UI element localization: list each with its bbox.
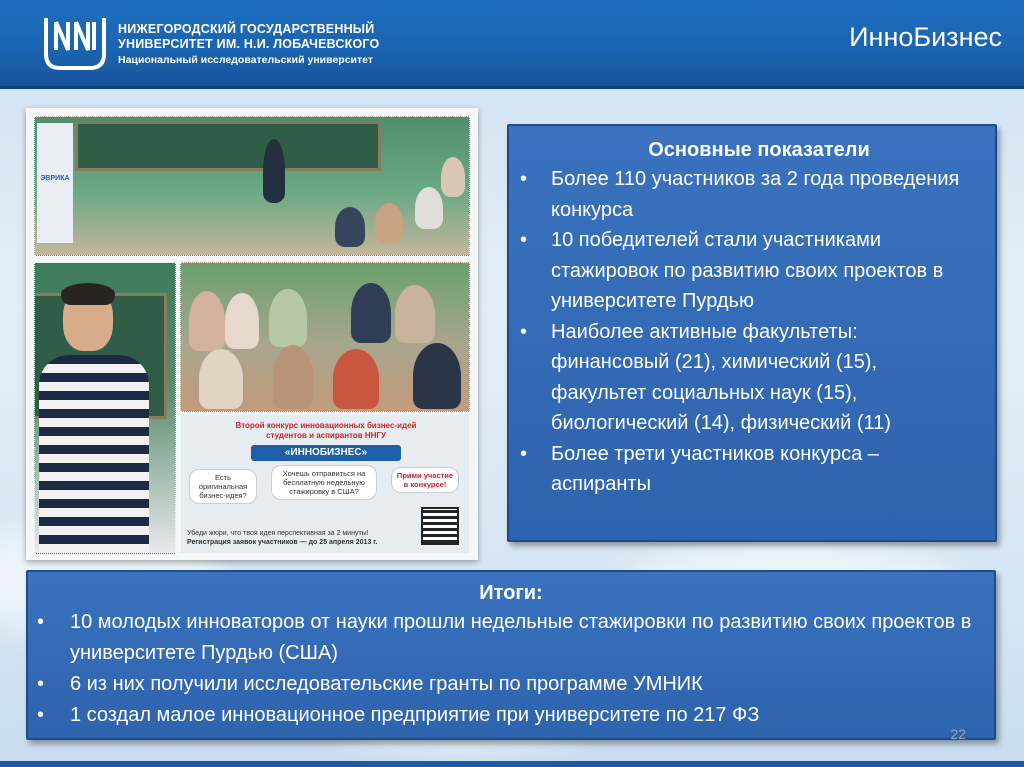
audience-figure bbox=[199, 349, 243, 409]
list-item: • Более 110 участников за 2 года проведения конкурса bbox=[551, 164, 977, 225]
poster-headline: Второй конкурс инновационных бизнес-идей студентов и аспирантов ННГУ bbox=[235, 421, 417, 440]
university-name bbox=[118, 22, 379, 67]
eureka-banner-text: ЭВРИКА bbox=[40, 175, 70, 182]
audience-figure bbox=[273, 345, 313, 409]
photo-presenter bbox=[34, 262, 176, 554]
poster-footer-line1: Убеди жюри, что твоя идея перспективная за 2 минуты! bbox=[187, 530, 369, 537]
summary-list bbox=[28, 605, 994, 731]
photo-collage bbox=[26, 108, 478, 560]
slide-title: ИнноБизнес bbox=[849, 22, 1002, 52]
summary-box bbox=[26, 570, 996, 740]
poster-bubble: Хочешь отправиться на бесплатную недельную стажировку в США? bbox=[271, 465, 377, 500]
poster-bubble: Есть оригинальная бизнес-идея? bbox=[189, 469, 257, 504]
university-logo bbox=[42, 14, 108, 72]
slide-header bbox=[0, 0, 1024, 89]
list-item: • Более трети участников конкурса – аспиранты bbox=[551, 439, 977, 500]
audience-figure bbox=[441, 157, 465, 197]
eureka-banner bbox=[37, 123, 73, 243]
page-number: 22 bbox=[950, 726, 966, 742]
list-item: • 1 создал малое инновационное предприятие при университете по 217 ФЗ bbox=[70, 700, 984, 731]
photo-lecture-hall bbox=[34, 116, 470, 256]
summary-title: Итоги: bbox=[479, 582, 543, 604]
university-name-line1: НИЖЕГОРОДСКИЙ ГОСУДАРСТВЕННЫЙ bbox=[118, 22, 375, 36]
audience-figure bbox=[415, 187, 443, 229]
audience-figure bbox=[335, 207, 365, 247]
list-item: • Наиболее активные факультеты: финансовый (21), химический (15), факультет социальных наук (15), биологический (14), физический (11) bbox=[551, 317, 977, 439]
audience-figure bbox=[225, 293, 259, 349]
presenter-shirt bbox=[39, 355, 149, 554]
key-indicators-box bbox=[507, 124, 997, 542]
audience-figure bbox=[189, 291, 225, 351]
audience-figure bbox=[413, 343, 461, 409]
photo-audience bbox=[180, 262, 470, 412]
poster-footer-line2: Регистрация заявок участников — до 25 апреля 2013 г. bbox=[187, 539, 378, 546]
university-name-line2: УНИВЕРСИТЕТ ИМ. Н.И. ЛОБАЧЕВСКОГО bbox=[118, 37, 380, 51]
chalkboard bbox=[75, 121, 381, 171]
list-item: • 10 молодых инноваторов от науки прошли недельные стажировки по развитию своих проектов в университете Пурдью (США) bbox=[70, 607, 984, 669]
footer-bar bbox=[0, 761, 1024, 767]
qr-code-icon bbox=[421, 507, 459, 545]
list-item: • 10 победителей стали участниками стажировок по развитию своих проектов в университете Пурдью bbox=[551, 225, 977, 317]
poster-bubble: Прими участие в конкурсе! bbox=[391, 467, 459, 493]
poster-footer bbox=[187, 529, 377, 547]
audience-figure bbox=[395, 285, 435, 343]
audience-figure bbox=[269, 289, 307, 347]
university-subtitle: Национальный исследовательский университет bbox=[118, 54, 373, 66]
speaker-figure bbox=[263, 139, 285, 203]
contest-poster bbox=[180, 414, 470, 554]
key-indicators-title: Основные показатели bbox=[648, 139, 870, 161]
audience-figure bbox=[375, 203, 403, 243]
audience-figure bbox=[351, 283, 391, 343]
list-item: • 6 из них получили исследовательские гранты по программе УМНИК bbox=[70, 669, 984, 700]
audience-figure bbox=[333, 349, 379, 409]
presenter-hair bbox=[61, 283, 115, 305]
poster-brand: «ИННОБИЗНЕС» bbox=[251, 445, 401, 461]
key-indicators-list bbox=[509, 162, 995, 500]
